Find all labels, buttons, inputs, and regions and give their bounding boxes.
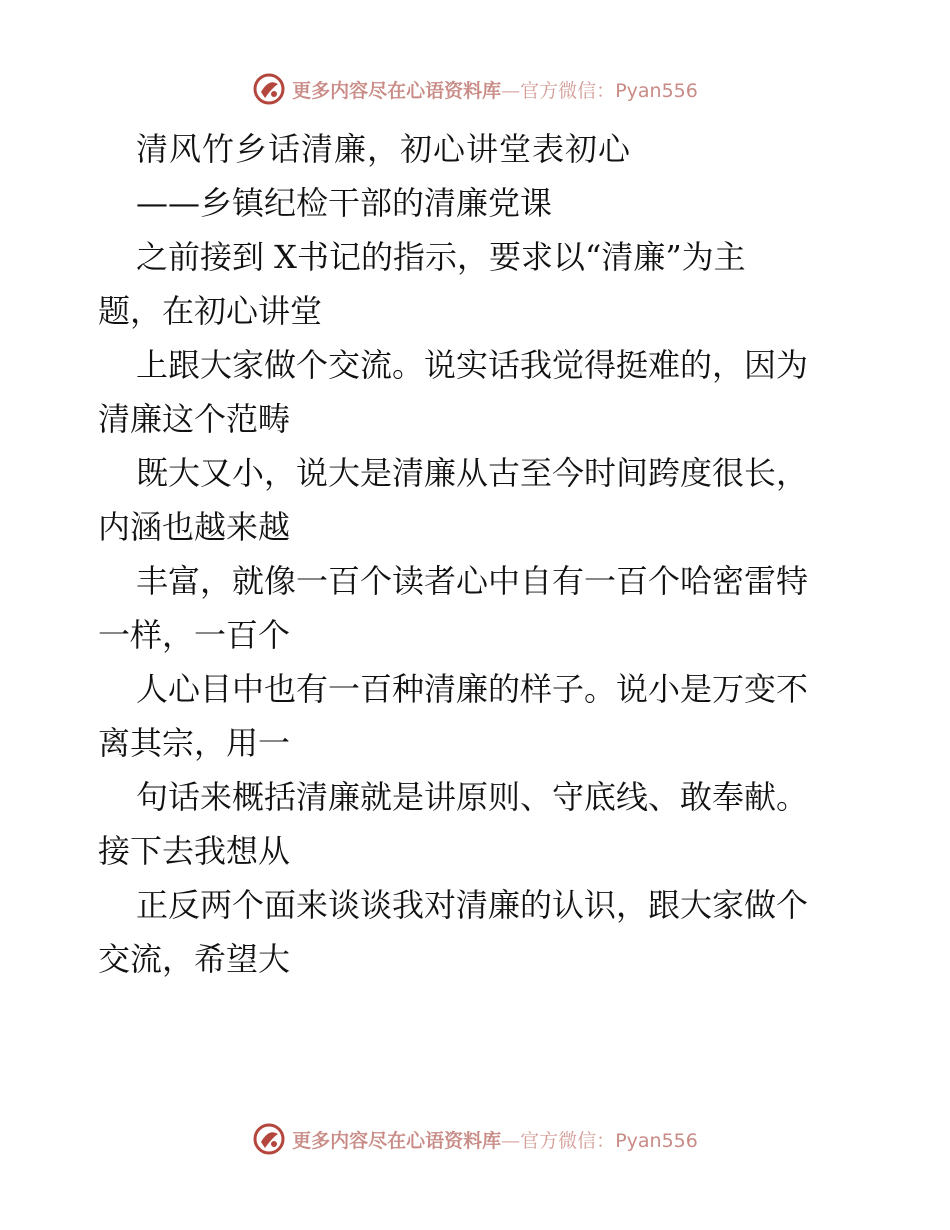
paragraph-line: 清廉这个范畴 <box>98 400 291 438</box>
page-footer-banner <box>0 1122 950 1156</box>
banner-wechat-id: Pyan556 <box>615 79 698 102</box>
seal-logo-icon <box>252 72 286 106</box>
paragraph-line: 正反两个面来谈谈我对清廉的认识，跟大家做个 <box>136 886 809 924</box>
banner-dash: — <box>501 1129 521 1152</box>
paragraph-line: 离其宗，用一 <box>98 724 291 762</box>
banner-text <box>292 1126 698 1153</box>
seal-logo-icon <box>252 1122 286 1156</box>
document-subtitle: ——乡镇纪检干部的清廉党课 <box>136 184 553 222</box>
banner-text <box>292 76 698 103</box>
banner-main: 更多内容尽在心语资料库 <box>292 1129 502 1152</box>
paragraph-line: 接下去我想从 <box>98 832 291 870</box>
paragraph-line: 丰富，就像一百个读者心中自有一百个哈密雷特 <box>136 562 809 600</box>
paragraph-line: 一样，一百个 <box>98 616 291 654</box>
banner-wechat-label: 官方微信： <box>520 1129 616 1152</box>
paragraph-line: 交流，希望大 <box>98 940 291 978</box>
paragraph-line: 人心目中也有一百种清廉的样子。说小是万变不 <box>136 670 809 708</box>
paragraph-line: 句话来概括清廉就是讲原则、守底线、敢奉献。 <box>136 778 809 816</box>
paragraph-line: 上跟大家做个交流。说实话我觉得挺难的，因为 <box>136 346 809 384</box>
banner-dash: — <box>501 79 521 102</box>
document-body <box>98 122 858 986</box>
paragraph-line: 题，在初心讲堂 <box>98 292 323 330</box>
banner-wechat-label: 官方微信： <box>520 79 616 102</box>
banner-main: 更多内容尽在心语资料库 <box>292 79 502 102</box>
page-header-banner <box>0 72 950 106</box>
paragraph-line: 既大又小，说大是清廉从古至今时间跨度很长， <box>136 454 809 492</box>
paragraph-line: 之前接到 X书记的指示，要求以“清廉”为主 <box>136 238 746 276</box>
document-title: 清风竹乡话清廉，初心讲堂表初心 <box>136 130 632 168</box>
banner-wechat-id: Pyan556 <box>615 1129 698 1152</box>
paragraph-line: 内涵也越来越 <box>98 508 291 546</box>
